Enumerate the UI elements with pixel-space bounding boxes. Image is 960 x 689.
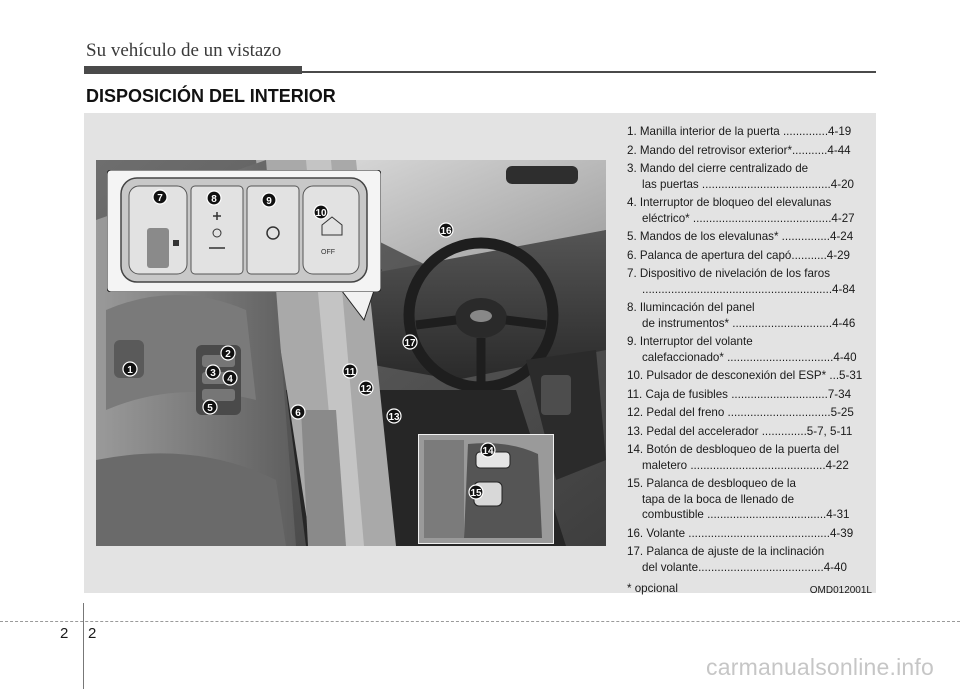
callout-15: 15 [470,488,482,499]
callout-1: 1 [127,365,133,376]
legend-item-13 [627,424,867,440]
callout-14: 14 [482,446,494,457]
callout-5: 5 [207,403,213,414]
callout-4: 4 [227,374,233,385]
legend-item-8 [627,300,867,331]
legend-item-3-cont: las puertas ........................................4-20 [642,177,854,191]
header-bar [84,66,302,74]
legend-item-2-text: 2. Mando del retrovisor exterior*...........4-44 [627,143,851,157]
footer-dashed-rule [0,621,960,622]
watermark-text: carmanualsonline.info [706,654,934,680]
legend-item-11 [627,387,867,403]
legend-item-5 [627,229,867,245]
legend-item-14-cont: maletero ..........................................4-22 [642,458,849,472]
legend-item-6 [627,248,867,264]
footer-divider [83,603,84,689]
legend-item-16 [627,526,867,542]
callout-7: 7 [157,193,163,204]
callout-3: 3 [210,368,216,379]
legend-item-4-text: 4. Interruptor de bloqueo del elevalunas [627,196,832,209]
legend-item-11-text: 11. Caja de fusibles ..............................7-34 [627,387,852,401]
chapter-number: 2 [60,625,69,642]
callout-16: 16 [440,226,452,237]
legend-item-9 [627,334,867,365]
callout-11: 11 [344,367,356,378]
legend-item-9-cont: calefaccionado* .................................4-40 [642,350,857,364]
legend-item-1 [627,124,867,140]
switch-inset [107,170,381,292]
legend-item-3-text: 3. Mando del cierre centralizado de [627,162,809,175]
callout-17: 17 [404,338,416,349]
image-code: OMD012001L [809,585,872,596]
legend-item-17-cont: del volante.......................................4-40 [642,560,847,574]
page-header-title: Su vehículo de un vistazo [86,40,282,61]
legend-item-13-text: 13. Pedal del accelerador ..............5-7, 5-11 [627,424,853,438]
esp-off-label: OFF [321,249,335,256]
legend-item-12-text: 12. Pedal del freno ................................5-25 [627,406,854,419]
callout-2: 2 [225,349,231,360]
switch-panel-illustration [107,170,381,292]
legend-item-10-text: 10. Pulsador de desconexión del ESP* ...5-31 [627,369,863,382]
callout-9: 9 [266,196,272,207]
legend-item-7-cont: ...........................................................4-84 [642,282,856,296]
legend-item-4 [627,195,867,226]
legend-item-12 [627,405,867,421]
legend-item-7-text: 7. Dispositivo de nivelación de los faros [627,267,830,280]
callout-8: 8 [211,194,217,205]
legend-item-16-text: 16. Volante ............................................4-39 [627,526,854,540]
callout-10: 10 [315,208,327,219]
section-title: DISPOSICIÓN DEL INTERIOR [86,86,336,106]
legend-item-9-text: 9. Interruptor del volante [627,335,753,348]
legend-item-15 [627,476,867,523]
legend-item-4-cont: eléctrico* ...........................................4-27 [642,211,855,225]
release-inset [418,434,554,544]
legend-item-7 [627,266,867,297]
legend [627,124,867,597]
legend-item-15-cont: tapa de la boca de llenado de combustible .....................................4-31 [642,492,850,521]
legend-item-14 [627,442,867,473]
legend-item-8-cont: de instrumentos* ...............................4-46 [642,316,856,330]
legend-item-15-text: 15. Palanca de desbloqueo de la [627,477,796,490]
legend-item-1-text: 1. Manilla interior de la puerta ..............4-19 [627,125,852,138]
header-rule [302,71,876,73]
footnote-optional: * opcional [627,582,678,595]
callout-6: 6 [295,408,301,419]
legend-item-6-text: 6. Palanca de apertura del capó...........4-29 [627,248,850,262]
legend-item-17-text: 17. Palanca de ajuste de la inclinación [627,545,825,558]
legend-item-14-text: 14. Botón de desbloqueo de la puerta del [627,443,840,456]
callout-12: 12 [360,384,372,395]
legend-item-10 [627,368,867,384]
page-number: 2 [88,625,97,642]
legend-item-2 [627,143,867,159]
legend-item-17 [627,544,867,575]
release-levers-illustration [418,434,554,544]
legend-item-3 [627,161,867,192]
legend-item-5-text: 5. Mandos de los elevalunas* ...............4-24 [627,230,854,243]
legend-item-8-text: 8. Ilumincación del panel [627,301,755,314]
callout-13: 13 [388,412,400,423]
